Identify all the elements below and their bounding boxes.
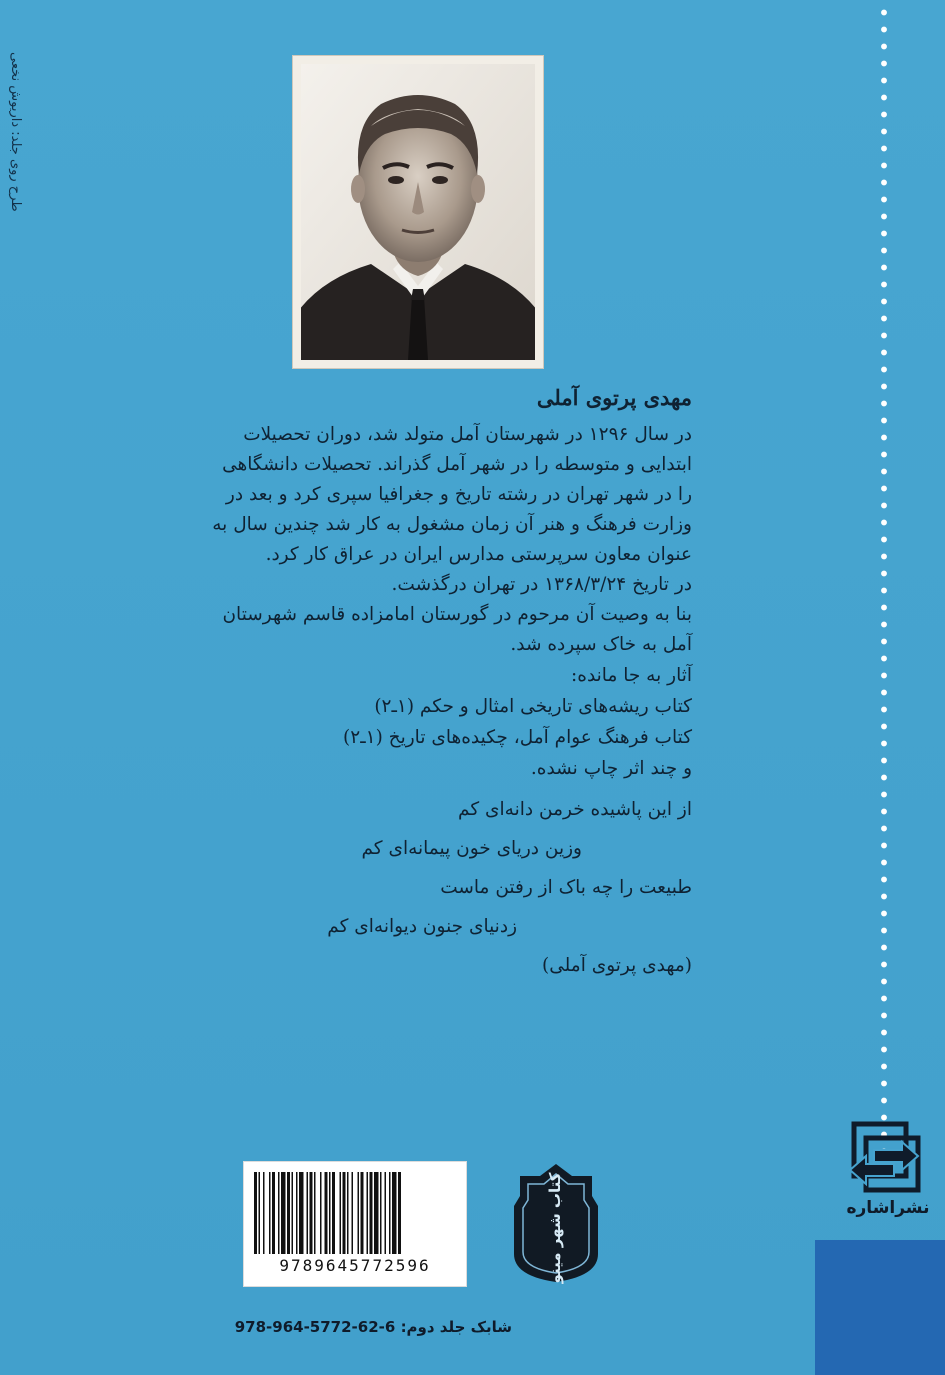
- bio-line: را در شهر تهران در رشته تاریخ و جغرافیا سپری کرد و بعد در: [225, 484, 692, 505]
- bio-paragraph-3: [178, 600, 692, 660]
- publisher-logo: [840, 1118, 930, 1238]
- isbn-line: [234, 1318, 512, 1336]
- biography-text: [178, 385, 692, 985]
- works-heading: آثار به جا مانده:: [571, 665, 692, 686]
- works-list: [178, 660, 692, 784]
- poem: [178, 790, 692, 985]
- works-item: کتاب فرهنگ عوام آمل، چکیده‌های تاریخ (۱ـ۲): [343, 727, 692, 748]
- bio-line: بنا به وصیت آن مرحوم در گورستان امامزاده قاسم شهرستان: [222, 604, 692, 625]
- poem-line: از این پاشیده خرمن دانه‌ای کم: [458, 799, 692, 820]
- death-date-line: در تاریخ ۱۳۶۸/۳/۲۴ در تهران درگذشت.: [391, 574, 692, 595]
- poem-attribution: (مهدی پرتوی آملی): [542, 955, 692, 976]
- works-item: و چند اثر چاپ نشده.: [530, 758, 692, 779]
- logo-text: کتاب شهر مینو: [546, 1172, 564, 1284]
- barcode-bars: [254, 1172, 456, 1254]
- barcode: [244, 1162, 466, 1286]
- author-portrait-image: [301, 64, 535, 360]
- spine-dot-border: [877, 0, 891, 1165]
- ketab-shahr-mino-logo: [512, 1162, 600, 1284]
- bio-paragraph-1: [178, 420, 692, 570]
- isbn-value: 978-964-5772-62-6: [234, 1318, 396, 1336]
- poem-line: زدنیای جنون دیوانه‌ای کم: [327, 916, 517, 937]
- bio-paragraph-2: [178, 570, 692, 600]
- bio-line: ابتدایی و متوسطه را در شهر آمل گذراند. تحصیلات دانشگاهی: [222, 454, 692, 475]
- isbn-label: شابک جلد دوم:: [400, 1318, 512, 1336]
- bio-line: در سال ۱۲۹۶ در شهرستان آمل متولد شد، دوران تحصیلات: [243, 424, 692, 445]
- bio-line: وزارت فرهنگ و هنر آن زمان مشغول به کار شد چندین سال به: [212, 514, 692, 535]
- poem-line: وزین دریای خون پیمانه‌ای کم: [361, 838, 582, 859]
- barcode-digits: 9789645772596: [279, 1256, 431, 1275]
- poem-line: طبیعت را چه باک از رفتن ماست: [440, 877, 692, 898]
- bio-line: عنوان معاون سرپرستی مدارس ایران در عراق کار کرد.: [265, 544, 692, 565]
- author-name: مهدی پرتوی آملی: [536, 385, 692, 410]
- works-item: کتاب ریشه‌های تاریخی امثال و حکم (۱ـ۲): [374, 696, 692, 717]
- publisher-arrows-icon: [846, 1118, 922, 1196]
- author-photo: [293, 56, 543, 368]
- publisher-name: نشراشاره: [846, 1198, 930, 1218]
- bio-line: آمل به خاک سپرده شد.: [510, 634, 692, 655]
- spine-color-band: [815, 1240, 945, 1375]
- cover-design-credit: طرح روی جلد: داریوش نخعی: [8, 52, 23, 212]
